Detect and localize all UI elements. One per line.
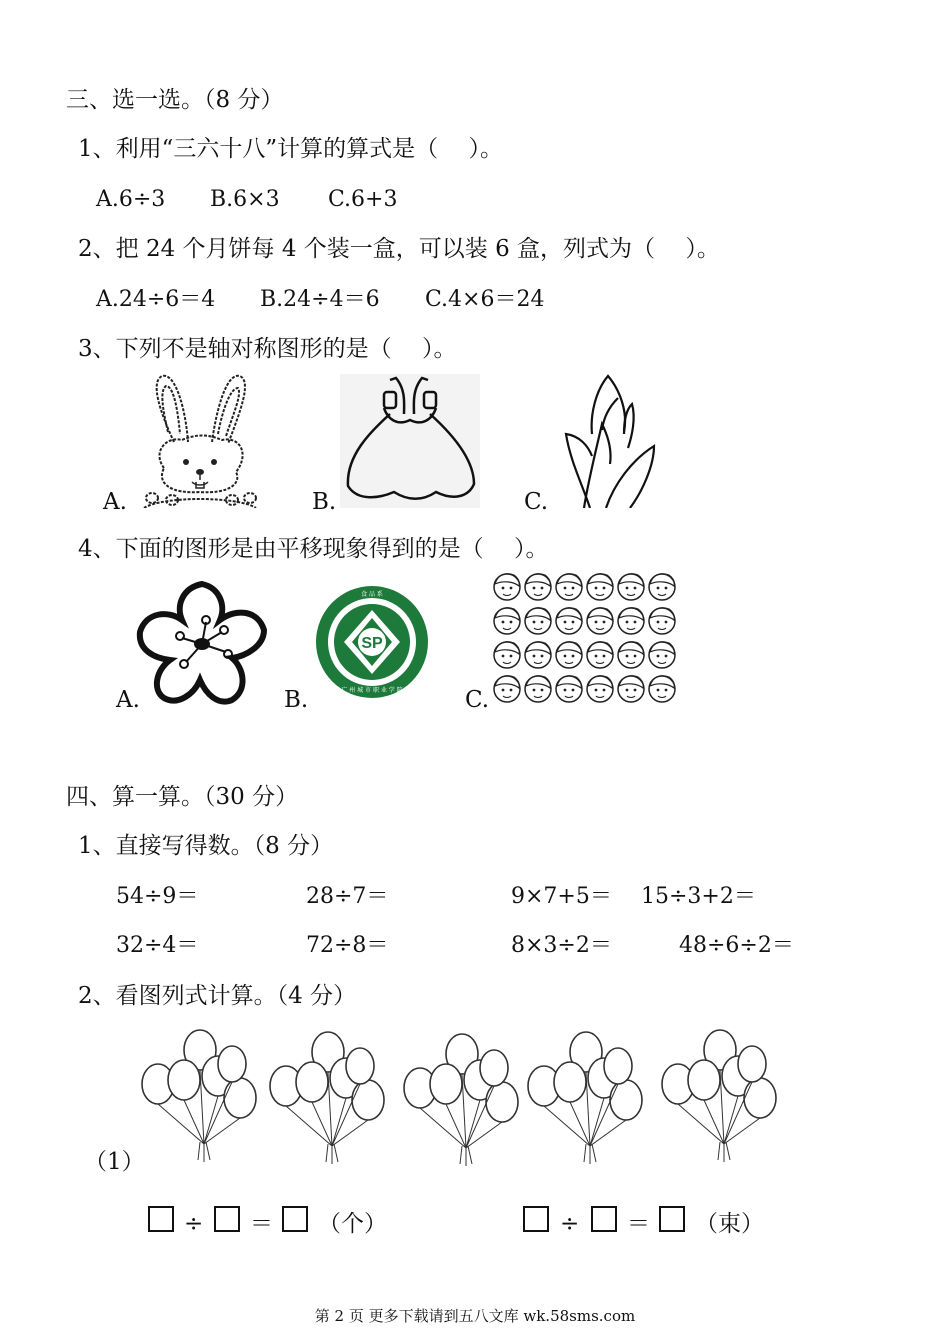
- boy-face-tile: [494, 608, 520, 634]
- balloon-bunch-5: [662, 1030, 776, 1162]
- boy-face-tile: [618, 608, 644, 634]
- balloon-bunches-image: [140, 1026, 790, 1166]
- q1-option-b: B.6×3: [210, 187, 280, 212]
- logo-mark: SP: [361, 635, 383, 652]
- div-op-2: ÷: [560, 1211, 580, 1237]
- bamboo-shoot-image: [562, 374, 658, 508]
- q3-option-b: B.: [312, 489, 337, 515]
- unit-2: （束）: [695, 1211, 764, 1237]
- q2-option-b: B.24÷4＝6: [260, 287, 380, 312]
- div-op-1: ÷: [184, 1211, 204, 1237]
- boy-face-tile: [587, 642, 613, 668]
- q1-text: 1、利用“三六十八”计算的算式是（ ）。: [78, 136, 503, 162]
- boy-face-tile: [618, 642, 644, 668]
- q4-text: 4、下面的图形是由平移现象得到的是（ ）。: [78, 536, 549, 562]
- boy-face-tile: [556, 574, 582, 600]
- boy-face-tile: [587, 676, 613, 702]
- sub1-heading: 1、直接写得数。（8 分）: [78, 833, 334, 859]
- boy-face-tile: [525, 642, 551, 668]
- calc-r1-c3: 9×7+5＝: [511, 884, 612, 909]
- q3-option-a: A.: [103, 489, 127, 515]
- boy-face-tile: [618, 676, 644, 702]
- q1-option-c: C.6+3: [328, 187, 398, 212]
- answer-box-2a[interactable]: [523, 1206, 549, 1232]
- calc-r1-c4: 15÷3+2＝: [641, 884, 756, 909]
- calc-r1-c2: 28÷7＝: [306, 884, 389, 909]
- section4-heading: 四、算一算。（30 分）: [66, 784, 299, 810]
- q3-text: 3、下列不是轴对称图形的是（ ）。: [78, 336, 457, 362]
- rabbit-image: [142, 372, 258, 508]
- q1-option-a: A.6÷3: [96, 187, 166, 212]
- unit-1: （个）: [318, 1211, 387, 1237]
- sub2-heading: 2、看图列式计算。（4 分）: [78, 983, 357, 1009]
- q4-option-c: C.: [465, 687, 490, 713]
- answer-box-1c[interactable]: [282, 1206, 308, 1232]
- q4-option-a: A.: [116, 687, 140, 713]
- answer-box-1b[interactable]: [214, 1206, 240, 1232]
- section3-heading: 三、选一选。（8 分）: [66, 87, 284, 113]
- boy-face-tile: [587, 608, 613, 634]
- boy-face-tile: [494, 676, 520, 702]
- boy-face-tile: [525, 676, 551, 702]
- q2-option-c: C.4×6＝24: [425, 287, 545, 312]
- boy-face-tile: [556, 608, 582, 634]
- dress-image: [340, 374, 480, 508]
- boy-face-tile: [525, 574, 551, 600]
- boy-face-tile: [556, 642, 582, 668]
- boy-face-tile: [556, 676, 582, 702]
- logo-image: [314, 584, 430, 700]
- boy-face-tile: [618, 574, 644, 600]
- boy-face-tile: [649, 676, 675, 702]
- q2-option-a: A.24÷6＝4: [96, 287, 216, 312]
- calc-r2-c1: 32÷4＝: [116, 933, 199, 958]
- answer-box-1a[interactable]: [148, 1206, 174, 1232]
- eq-op-1: ＝: [250, 1211, 273, 1237]
- logo-bottom-text: 广 州 城 市 职 业 学 院: [341, 687, 403, 694]
- boy-faces-pattern-image: [492, 572, 678, 706]
- q3-option-c: C.: [524, 489, 549, 515]
- logo-top-text: 食 品 系: [361, 591, 383, 598]
- calc-r2-c2: 72÷8＝: [306, 933, 389, 958]
- q2-text: 2、把 24 个月饼每 4 个装一盒，可以装 6 盒，列式为（ ）。: [78, 236, 720, 262]
- q4-option-b: B.: [284, 687, 309, 713]
- calc-r2-c3: 8×3÷2＝: [511, 933, 612, 958]
- boy-face-tile: [494, 642, 520, 668]
- flower-image: [136, 580, 268, 706]
- boy-face-tile: [649, 574, 675, 600]
- eq-op-2: ＝: [627, 1211, 650, 1237]
- balloon-bunch-4: [528, 1032, 642, 1164]
- balloon-bunch-1: [142, 1030, 256, 1162]
- answer-box-2c[interactable]: [659, 1206, 685, 1232]
- answer-box-2b[interactable]: [591, 1206, 617, 1232]
- boy-face-tile: [494, 574, 520, 600]
- calc-r2-c4: 48÷6÷2＝: [679, 933, 794, 958]
- calc-r1-c1: 54÷9＝: [116, 884, 199, 909]
- page-footer: 第 2 页 更多下载请到五八文库 wk.58sms.com: [314, 1307, 636, 1325]
- boy-face-tile: [649, 642, 675, 668]
- boy-face-tile: [525, 608, 551, 634]
- balloon-bunch-3: [404, 1034, 518, 1166]
- item1-label: （1）: [84, 1149, 145, 1175]
- boy-face-tile: [649, 608, 675, 634]
- boy-face-tile: [587, 574, 613, 600]
- balloon-bunch-2: [270, 1032, 384, 1164]
